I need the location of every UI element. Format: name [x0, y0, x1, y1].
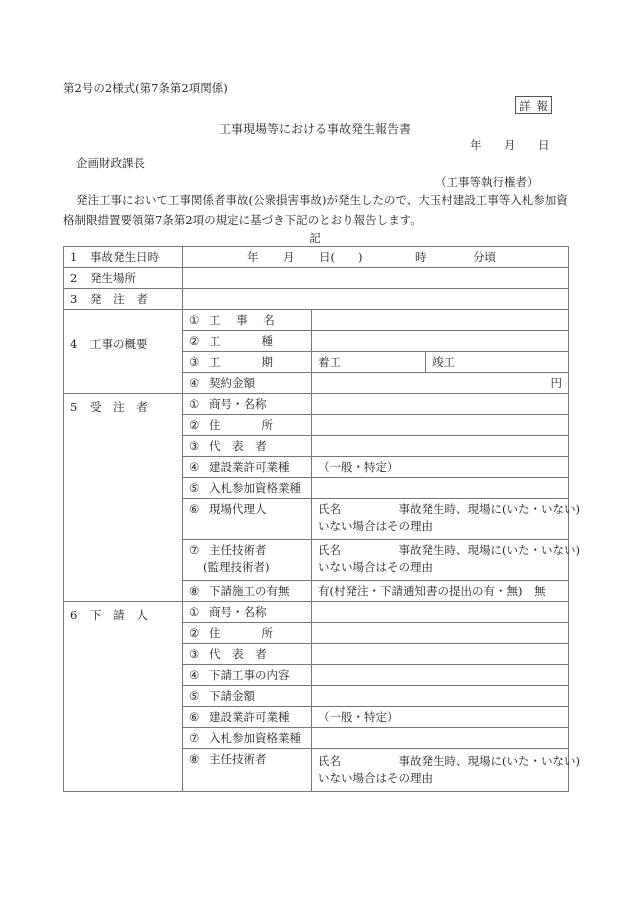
item-label: [183, 373, 312, 394]
contractor-bid-qualification-field[interactable]: [312, 478, 569, 499]
addressee: 企画財政課長: [76, 156, 145, 170]
item-label: [183, 749, 312, 792]
row-label-text: 発 注 者: [90, 292, 152, 306]
item-number: ①: [189, 313, 200, 327]
item-number: ④: [189, 376, 200, 390]
item-number: ⑦: [189, 731, 200, 745]
site-agent-field[interactable]: [312, 499, 580, 540]
construction-type-field[interactable]: [312, 331, 569, 352]
item-label: [183, 728, 312, 749]
item-label-text: 商号・名称: [209, 397, 267, 411]
row-number: 4: [70, 337, 78, 351]
item-number: ①: [189, 605, 200, 619]
subcontractor-engineer-presence: 氏名 事故発生時、現場に(いた・いない): [318, 754, 580, 768]
item-label-text: 工 事 名: [209, 313, 281, 327]
item-number: ⑤: [189, 689, 200, 703]
item-label-text: 代 表 者: [209, 439, 271, 453]
date-year: 年: [470, 138, 482, 152]
subcontract-content-field[interactable]: [312, 665, 569, 686]
contractor-license-field[interactable]: （一般・特定）: [312, 457, 569, 478]
item-sublabel: (監理技術者): [203, 560, 270, 574]
row-label-text: 工事の概要: [90, 337, 148, 351]
item-label-text: 現場代理人: [209, 502, 267, 516]
item-label: [183, 686, 312, 707]
end-date-field[interactable]: 竣工: [426, 352, 569, 373]
table-row: [64, 268, 569, 289]
subcontractor-bid-qualification-field[interactable]: [312, 728, 569, 749]
day-label: 日( ): [319, 250, 363, 264]
item-label-text: 下請工事の内容: [209, 668, 290, 682]
item-number: ④: [189, 668, 200, 682]
item-label: [183, 644, 312, 665]
report-table: [63, 246, 580, 792]
row-label-text: 事故発生日時: [90, 250, 159, 264]
row-number: 5: [70, 400, 78, 414]
contractor-name-field[interactable]: [312, 394, 569, 415]
item-label: [183, 581, 312, 602]
section-label: [64, 394, 183, 602]
table-row: [64, 310, 569, 331]
subcontract-amount-field[interactable]: [312, 686, 569, 707]
item-label-text: 建設業許可業種: [209, 710, 290, 724]
ki-heading: 記: [309, 231, 321, 245]
item-label: [183, 352, 312, 373]
row-label-text: 受 注 者: [90, 400, 152, 414]
chief-engineer-field[interactable]: [312, 540, 580, 581]
item-number: ⑥: [189, 502, 200, 516]
item-number: ②: [189, 626, 200, 640]
document-title: 工事現場等における事故発生報告書: [218, 122, 411, 136]
minute-label: 分頃: [473, 250, 496, 264]
subcontractor-address-field[interactable]: [312, 623, 569, 644]
subcontractor-license-field[interactable]: （一般・特定）: [312, 707, 569, 728]
body-text: 発注工事において工事関係者事故(公衆損害事故)が発生したので、大玉村建設工事等入札参加資格制限措置要領第7条第2項の規定に基づき下記のとおり報告します。: [63, 193, 568, 227]
row-label-text: 発生場所: [90, 271, 136, 285]
row-label: [64, 268, 183, 289]
item-label-text: 入札参加資格業種: [209, 481, 301, 495]
item-label-text: 工 期: [209, 355, 279, 369]
date-month: 月: [504, 138, 516, 152]
item-number: ⑦: [189, 543, 200, 557]
item-label-text: 下請施工の有無: [209, 584, 290, 598]
detail-report-badge: 詳報: [515, 96, 552, 114]
item-label-text: 代 表 者: [209, 647, 271, 661]
item-number: ⑧: [189, 752, 200, 766]
item-number: ③: [189, 439, 200, 453]
item-label: [183, 331, 312, 352]
item-number: ③: [189, 355, 200, 369]
item-number: ④: [189, 460, 200, 474]
item-label: [183, 623, 312, 644]
item-label: [183, 707, 312, 728]
item-label: [183, 478, 312, 499]
item-number: ③: [189, 647, 200, 661]
date-day: 日: [538, 138, 550, 152]
table-row: [64, 289, 569, 310]
table-row: [64, 247, 569, 268]
year-label: 年: [247, 250, 259, 264]
item-label: [183, 310, 312, 331]
subcontractor-engineer-field[interactable]: [312, 749, 580, 792]
subcontractor-engineer-reason: いない場合はその理由: [318, 771, 433, 785]
item-number: ⑥: [189, 710, 200, 724]
month-label: 月: [283, 250, 295, 264]
subcontractor-representative-field[interactable]: [312, 644, 569, 665]
row-number: 2: [70, 271, 78, 285]
site-agent-reason: いない場合はその理由: [318, 519, 433, 533]
item-label-text: 住 所: [209, 626, 279, 640]
chief-engineer-reason: いない場合はその理由: [318, 560, 433, 574]
contract-amount-field[interactable]: 円: [312, 373, 569, 394]
row-number: 3: [70, 292, 78, 306]
item-number: ②: [189, 418, 200, 432]
location-field[interactable]: [183, 268, 569, 289]
item-label: [183, 602, 312, 623]
contractor-address-field[interactable]: [312, 415, 569, 436]
item-number: ⑤: [189, 481, 200, 495]
chief-engineer-presence: 氏名 事故発生時、現場に(いた・いない): [318, 543, 580, 557]
table-row: [64, 602, 569, 623]
form-number: 第2号の2様式(第7条第2項関係): [63, 81, 228, 95]
item-label-text: 下請金額: [209, 689, 255, 703]
row-label: [64, 247, 183, 268]
item-label: [183, 665, 312, 686]
item-label: [183, 436, 312, 457]
report-date: [470, 137, 550, 153]
construction-name-field[interactable]: [312, 310, 569, 331]
section-label: [64, 602, 183, 792]
start-date-field[interactable]: 着工: [312, 352, 426, 373]
item-number: ②: [189, 334, 200, 348]
item-label-text: 住 所: [209, 418, 279, 432]
item-label: [183, 540, 312, 581]
item-label: [183, 394, 312, 415]
row-number: 1: [70, 250, 78, 264]
item-label-text: 商号・名称: [209, 605, 267, 619]
hour-label: 時: [415, 250, 427, 264]
contractor-representative-field[interactable]: [312, 436, 569, 457]
subcontract-presence-field[interactable]: 有(村発注・下請通知書の提出の有・無) 無: [312, 581, 569, 602]
subcontractor-name-field[interactable]: [312, 602, 569, 623]
item-label-text: 契約金額: [209, 376, 255, 390]
sender: （工事等執行権者）: [435, 175, 539, 189]
item-number: ⑧: [189, 584, 200, 598]
item-label: [183, 499, 312, 540]
item-label-text: 主任技術者: [209, 752, 267, 766]
table-row: [64, 394, 569, 415]
row-label-text: 下 請 人: [90, 608, 152, 622]
item-number: ①: [189, 397, 200, 411]
item-label-text: 建設業許可業種: [209, 460, 290, 474]
row-label: [64, 289, 183, 310]
item-label: [183, 457, 312, 478]
section-label: [64, 310, 183, 394]
item-label-text: 工 種: [209, 334, 279, 348]
item-label-text: 主任技術者: [209, 543, 267, 557]
orderer-field[interactable]: [183, 289, 569, 310]
accident-datetime-field[interactable]: [183, 247, 569, 268]
site-agent-presence: 氏名 事故発生時、現場に(いた・いない): [318, 502, 580, 516]
row-number: 6: [70, 608, 78, 622]
item-label: [183, 415, 312, 436]
item-label-text: 入札参加資格業種: [209, 731, 301, 745]
